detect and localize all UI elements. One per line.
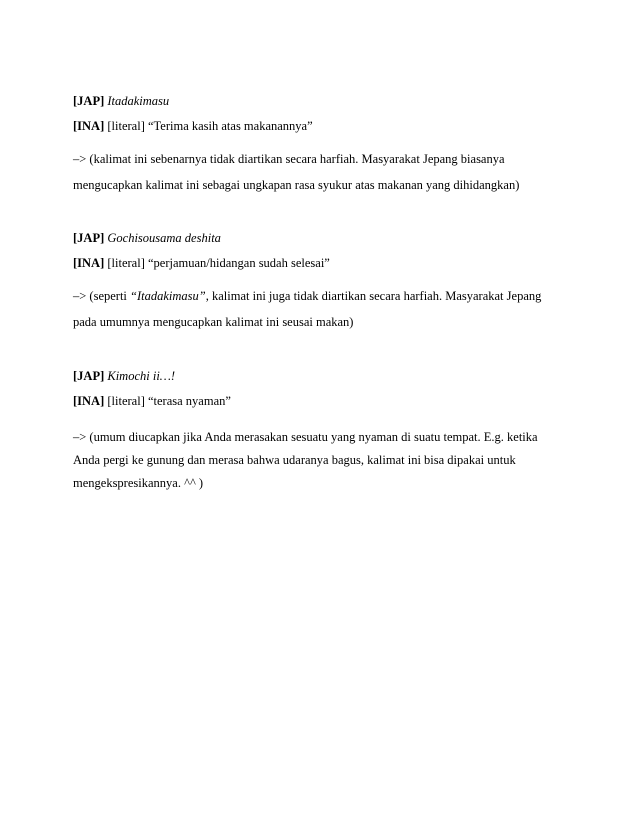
jap-phrase: Kimochi ii…! [107, 369, 176, 383]
jap-line [73, 93, 169, 109]
explanation-line: –> (kalimat ini sebenarnya tidak diartikan secara harfiah. Masyarakat Jepang biasanya [73, 152, 505, 166]
explanation-line: mengekspresikannya. ^^ ) [73, 476, 204, 490]
ina-tag: [INA] [73, 119, 105, 133]
ina-line [73, 118, 313, 134]
explanation-line: pada umumnya mengucapkan kalimat ini seusai makan) [73, 315, 354, 329]
ina-translation: [literal] “perjamuan/hidangan sudah selesai” [107, 256, 330, 270]
ina-line [73, 255, 330, 271]
jap-line [73, 368, 175, 384]
jap-tag: [JAP] [73, 231, 105, 245]
explanation-suffix: , kalimat ini juga tidak diartikan secara harfiah. Masyarakat Jepang [205, 289, 542, 303]
explanation-line: mengucapkan kalimat ini sebagai ungkapan rasa syukur atas makanan yang dihidangkan) [73, 178, 520, 192]
jap-tag: [JAP] [73, 369, 105, 383]
ina-tag: [INA] [73, 394, 105, 408]
explanation-italic-phrase: “Itadakimasu” [130, 289, 206, 303]
explanation-line: Anda pergi ke gunung dan merasa bahwa udaranya bagus, kalimat ini bisa dipakai untuk [73, 453, 516, 467]
ina-translation: [literal] “Terima kasih atas makanannya” [107, 119, 313, 133]
ina-translation: [literal] “terasa nyaman” [107, 394, 231, 408]
jap-phrase: Gochisousama deshita [107, 231, 221, 245]
jap-tag: [JAP] [73, 94, 105, 108]
jap-phrase: Itadakimasu [107, 94, 170, 108]
explanation-line [73, 288, 541, 304]
jap-line [73, 230, 221, 246]
ina-line [73, 393, 231, 409]
explanation-prefix: –> (seperti [73, 289, 131, 303]
explanation-line: –> (umum diucapkan jika Anda merasakan sesuatu yang nyaman di suatu tempat. E.g. ketika [73, 430, 538, 444]
ina-tag: [INA] [73, 256, 105, 270]
